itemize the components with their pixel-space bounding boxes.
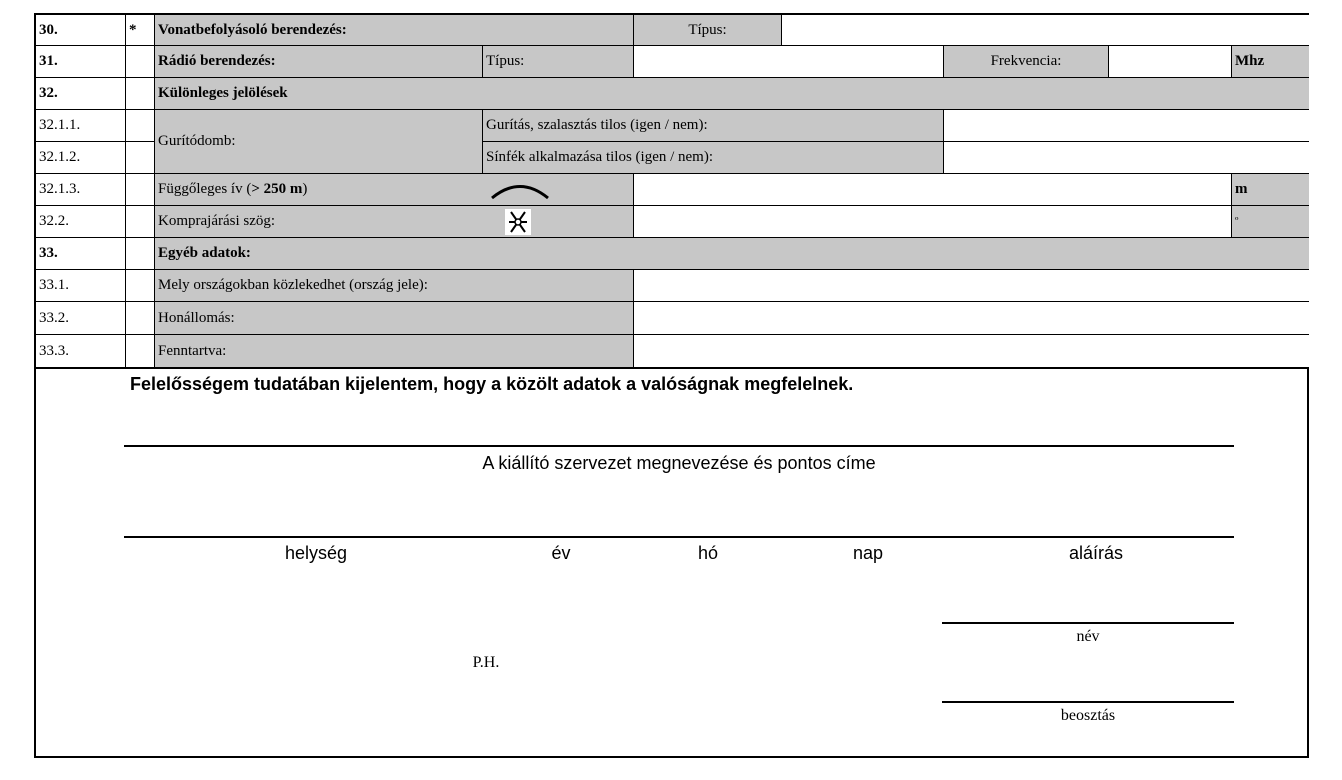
- radio-type-field[interactable]: [634, 46, 944, 78]
- rail-brake-label: Sínfék alkalmazása tilos (igen / nem):: [483, 142, 944, 174]
- row-number: 30.: [36, 15, 126, 46]
- frequency-unit: Mhz: [1232, 46, 1309, 78]
- radio-type-label: Típus:: [483, 46, 634, 78]
- train-control-label: Vonatbefolyásoló berendezés:: [155, 15, 634, 46]
- coupling-angle-unit: º: [1232, 206, 1309, 238]
- row-number: 33.: [36, 238, 126, 270]
- home-station-field[interactable]: [634, 302, 1309, 335]
- row-number: 33.3.: [36, 335, 126, 369]
- place-label: helység: [284, 543, 348, 563]
- name-label: név: [1076, 628, 1100, 645]
- coupling-angle-label: [155, 206, 634, 238]
- row-number: 32.1.1.: [36, 110, 126, 142]
- year-label: év: [551, 543, 571, 563]
- countries-label: Mely országokban közlekedhet (ország jele):: [155, 270, 634, 302]
- stamp-placeholder: P.H.: [472, 654, 500, 671]
- row-number: 33.2.: [36, 302, 126, 335]
- vertical-curve-label: [155, 174, 634, 206]
- required-mark-empty: [126, 110, 155, 142]
- frequency-field[interactable]: [1109, 46, 1232, 78]
- form-frame: [34, 13, 1309, 758]
- reserved-field[interactable]: [634, 335, 1309, 369]
- row-number: 33.1.: [36, 270, 126, 302]
- required-mark-empty: [126, 302, 155, 335]
- required-mark-empty: [126, 238, 155, 270]
- row-number: 32.2.: [36, 206, 126, 238]
- row-number: 32.1.3.: [36, 174, 126, 206]
- rail-brake-field[interactable]: [944, 142, 1309, 174]
- signature-line: [124, 536, 1234, 538]
- radio-label: Rádió berendezés:: [155, 46, 483, 78]
- signature-label: aláírás: [1068, 543, 1124, 563]
- vertical-curve-label-post: ): [302, 181, 308, 197]
- countries-field[interactable]: [634, 270, 1309, 302]
- org-name-line: [124, 445, 1234, 447]
- hump-shunting-label: Gurítás, szalasztás tilos (igen / nem):: [483, 110, 944, 142]
- row-number: 32.: [36, 78, 126, 110]
- required-mark-empty: [126, 270, 155, 302]
- coupling-angle-icon: [505, 209, 531, 235]
- vertical-curve-field[interactable]: [634, 174, 1232, 206]
- vertical-curve-icon: [488, 179, 552, 201]
- required-mark-empty: [126, 206, 155, 238]
- row-number: 31.: [36, 46, 126, 78]
- day-label: nap: [852, 543, 884, 563]
- org-name-caption: A kiállító szervezet megnevezése és pontos címe: [482, 453, 876, 473]
- required-mark-empty: [126, 174, 155, 206]
- name-line: [942, 622, 1234, 624]
- required-mark-empty: [126, 78, 155, 110]
- position-label: beosztás: [1060, 707, 1116, 724]
- hump-shunting-field[interactable]: [944, 110, 1309, 142]
- position-line: [942, 701, 1234, 703]
- reserved-label: Fenntartva:: [155, 335, 634, 369]
- coupling-angle-field[interactable]: [634, 206, 1232, 238]
- train-control-type-field[interactable]: [782, 15, 1309, 46]
- row-number: 32.1.2.: [36, 142, 126, 174]
- frequency-label: Frekvencia:: [944, 46, 1109, 78]
- train-control-type-label: Típus:: [634, 15, 782, 46]
- hump-label: Gurítódomb:: [155, 110, 483, 174]
- vertical-curve-unit: m: [1232, 174, 1309, 206]
- other-data-label: Egyéb adatok:: [155, 238, 1309, 270]
- month-label: hó: [697, 543, 719, 563]
- vertical-curve-label-pre: Függőleges ív (: [158, 181, 252, 197]
- coupling-angle-label-text: Komprajárási szög:: [158, 213, 276, 229]
- home-station-label: Honállomás:: [155, 302, 634, 335]
- required-mark-empty: [126, 142, 155, 174]
- special-markings-label: Különleges jelölések: [155, 78, 1309, 110]
- vertical-curve-label-value: > 250 m: [251, 181, 303, 197]
- required-mark: *: [126, 15, 155, 46]
- required-mark-empty: [126, 46, 155, 78]
- declaration-text: Felelősségem tudatában kijelentem, hogy a közölt adatok a valóságnak megfelelnek.: [130, 374, 854, 394]
- required-mark-empty: [126, 335, 155, 369]
